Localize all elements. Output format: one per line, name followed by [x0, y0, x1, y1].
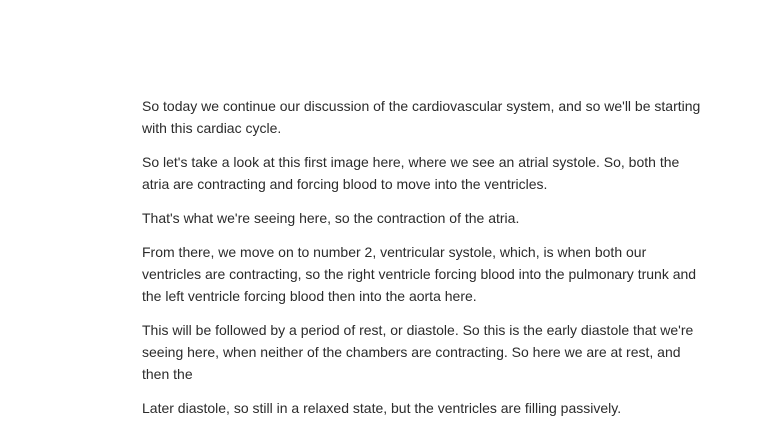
transcript-body [142, 95, 702, 431]
transcript-paragraph: Later diastole, so still in a relaxed state, but the ventricles are filling passively. [142, 400, 622, 416]
transcript-paragraph: So today we continue our discussion of the cardiovascular system, and so we'll be starting with this cardiac cycle. [142, 98, 701, 136]
transcript-paragraph: That's what we're seeing here, so the contraction of the atria. [142, 210, 520, 226]
transcript-paragraph: So let's take a look at this first image here, where we see an atrial systole. So, both the atria are contracting and forcing blood to move into the ventricles. [142, 154, 680, 192]
transcript-paragraph: From there, we move on to number 2, ventricular systole, which, is when both our ventricles are contracting, so the right ventricle forcing blood into the pulmonary trunk and the left ventricle forcing blood then into the aorta here. [142, 244, 697, 304]
transcript-paragraph: This will be followed by a period of rest, or diastole. So this is the early diastole that we're seeing here, when neither of the chambers are contracting. So here we are at rest, and then the [142, 322, 694, 382]
